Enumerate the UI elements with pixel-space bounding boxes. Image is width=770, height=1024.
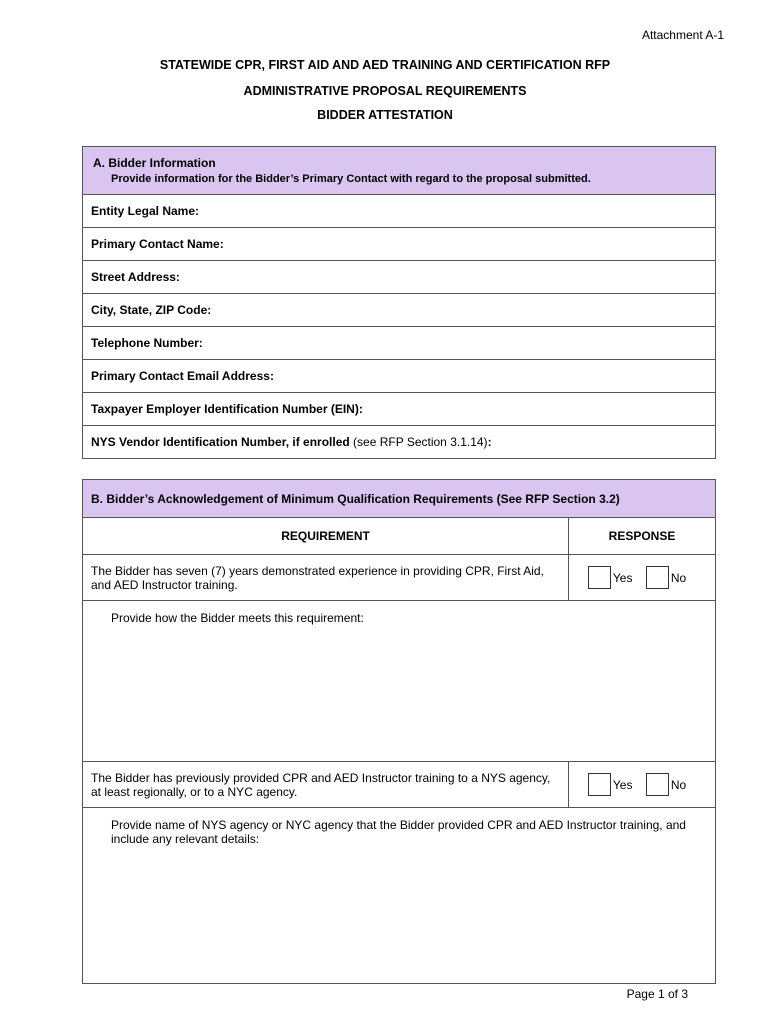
column-header-response: RESPONSE <box>569 518 716 555</box>
requirement-prompt: Provide name of NYS agency or NYC agency that the Bidder provided CPR and AED Instructor training, and include any relevant details: <box>111 818 686 846</box>
section-a-header <box>83 147 716 195</box>
section-b-column-headers <box>83 518 716 555</box>
section-b-minimum-qualifications <box>82 479 716 984</box>
page-number: Page 1 of 3 <box>626 987 688 1001</box>
field-entity-legal-name[interactable] <box>83 195 716 228</box>
attachment-label: Attachment A-1 <box>641 28 724 42</box>
section-a-heading: A. Bidder Information <box>93 155 216 170</box>
yes-checkbox[interactable] <box>588 773 611 796</box>
field-label: Telephone Number: <box>91 336 203 350</box>
response-options <box>569 555 716 601</box>
requirement-detail-row <box>83 808 716 984</box>
section-b-header <box>83 480 716 518</box>
column-header-requirement: REQUIREMENT <box>83 518 569 555</box>
field-label: City, State, ZIP Code: <box>91 303 212 317</box>
yes-label: Yes <box>612 777 633 792</box>
field-nys-vendor-id[interactable] <box>83 426 716 459</box>
document-subtitle-attestation: BIDDER ATTESTATION <box>317 108 453 122</box>
field-label: Taxpayer Employer Identification Number (EIN): <box>91 402 363 416</box>
section-a-bidder-information <box>82 146 716 459</box>
field-label: Street Address: <box>91 270 180 284</box>
field-label: Primary Contact Email Address: <box>91 369 274 383</box>
document-title: STATEWIDE CPR, FIRST AID AND AED TRAINING AND CERTIFICATION RFP <box>159 58 611 72</box>
requirement-detail-field[interactable] <box>83 808 716 984</box>
field-primary-contact-email[interactable] <box>83 360 716 393</box>
requirement-row <box>83 555 716 601</box>
field-label: Entity Legal Name: <box>91 204 200 218</box>
requirement-row <box>83 762 716 808</box>
yes-label: Yes <box>612 570 633 585</box>
requirement-detail-field[interactable] <box>83 601 716 762</box>
section-b-heading: B. Bidder’s Acknowledgement of Minimum Qualification Requirements (See RFP Section 3.2) <box>83 480 716 518</box>
no-checkbox[interactable] <box>646 773 669 796</box>
no-label: No <box>670 570 687 585</box>
requirement-prompt: Provide how the Bidder meets this requirement: <box>111 611 364 625</box>
field-city-state-zip[interactable] <box>83 294 716 327</box>
field-label: NYS Vendor Identification Number, if enrolled <box>91 435 350 449</box>
field-telephone-number[interactable] <box>83 327 716 360</box>
response-options <box>569 762 716 808</box>
field-note: (see RFP Section 3.1.14) <box>349 435 488 449</box>
field-label: Primary Contact Name: <box>91 237 224 251</box>
requirement-detail-row <box>83 601 716 762</box>
field-taxpayer-ein[interactable] <box>83 393 716 426</box>
yes-checkbox[interactable] <box>588 566 611 589</box>
no-checkbox[interactable] <box>646 566 669 589</box>
requirement-text: The Bidder has seven (7) years demonstrated experience in providing CPR, First Aid, and AED Instructor training. <box>83 555 569 601</box>
requirement-text: The Bidder has previously provided CPR and AED Instructor training to a NYS agency, at least regionally, or to a NYC agency. <box>83 762 569 808</box>
field-street-address[interactable] <box>83 261 716 294</box>
document-subtitle-requirements: ADMINISTRATIVE PROPOSAL REQUIREMENTS <box>243 84 527 98</box>
section-a-instruction: Provide information for the Bidder’s Primary Contact with regard to the proposal submitted. <box>111 172 591 185</box>
field-suffix: : <box>487 435 492 449</box>
no-label: No <box>670 777 687 792</box>
field-primary-contact-name[interactable] <box>83 228 716 261</box>
document-titles <box>0 58 770 122</box>
